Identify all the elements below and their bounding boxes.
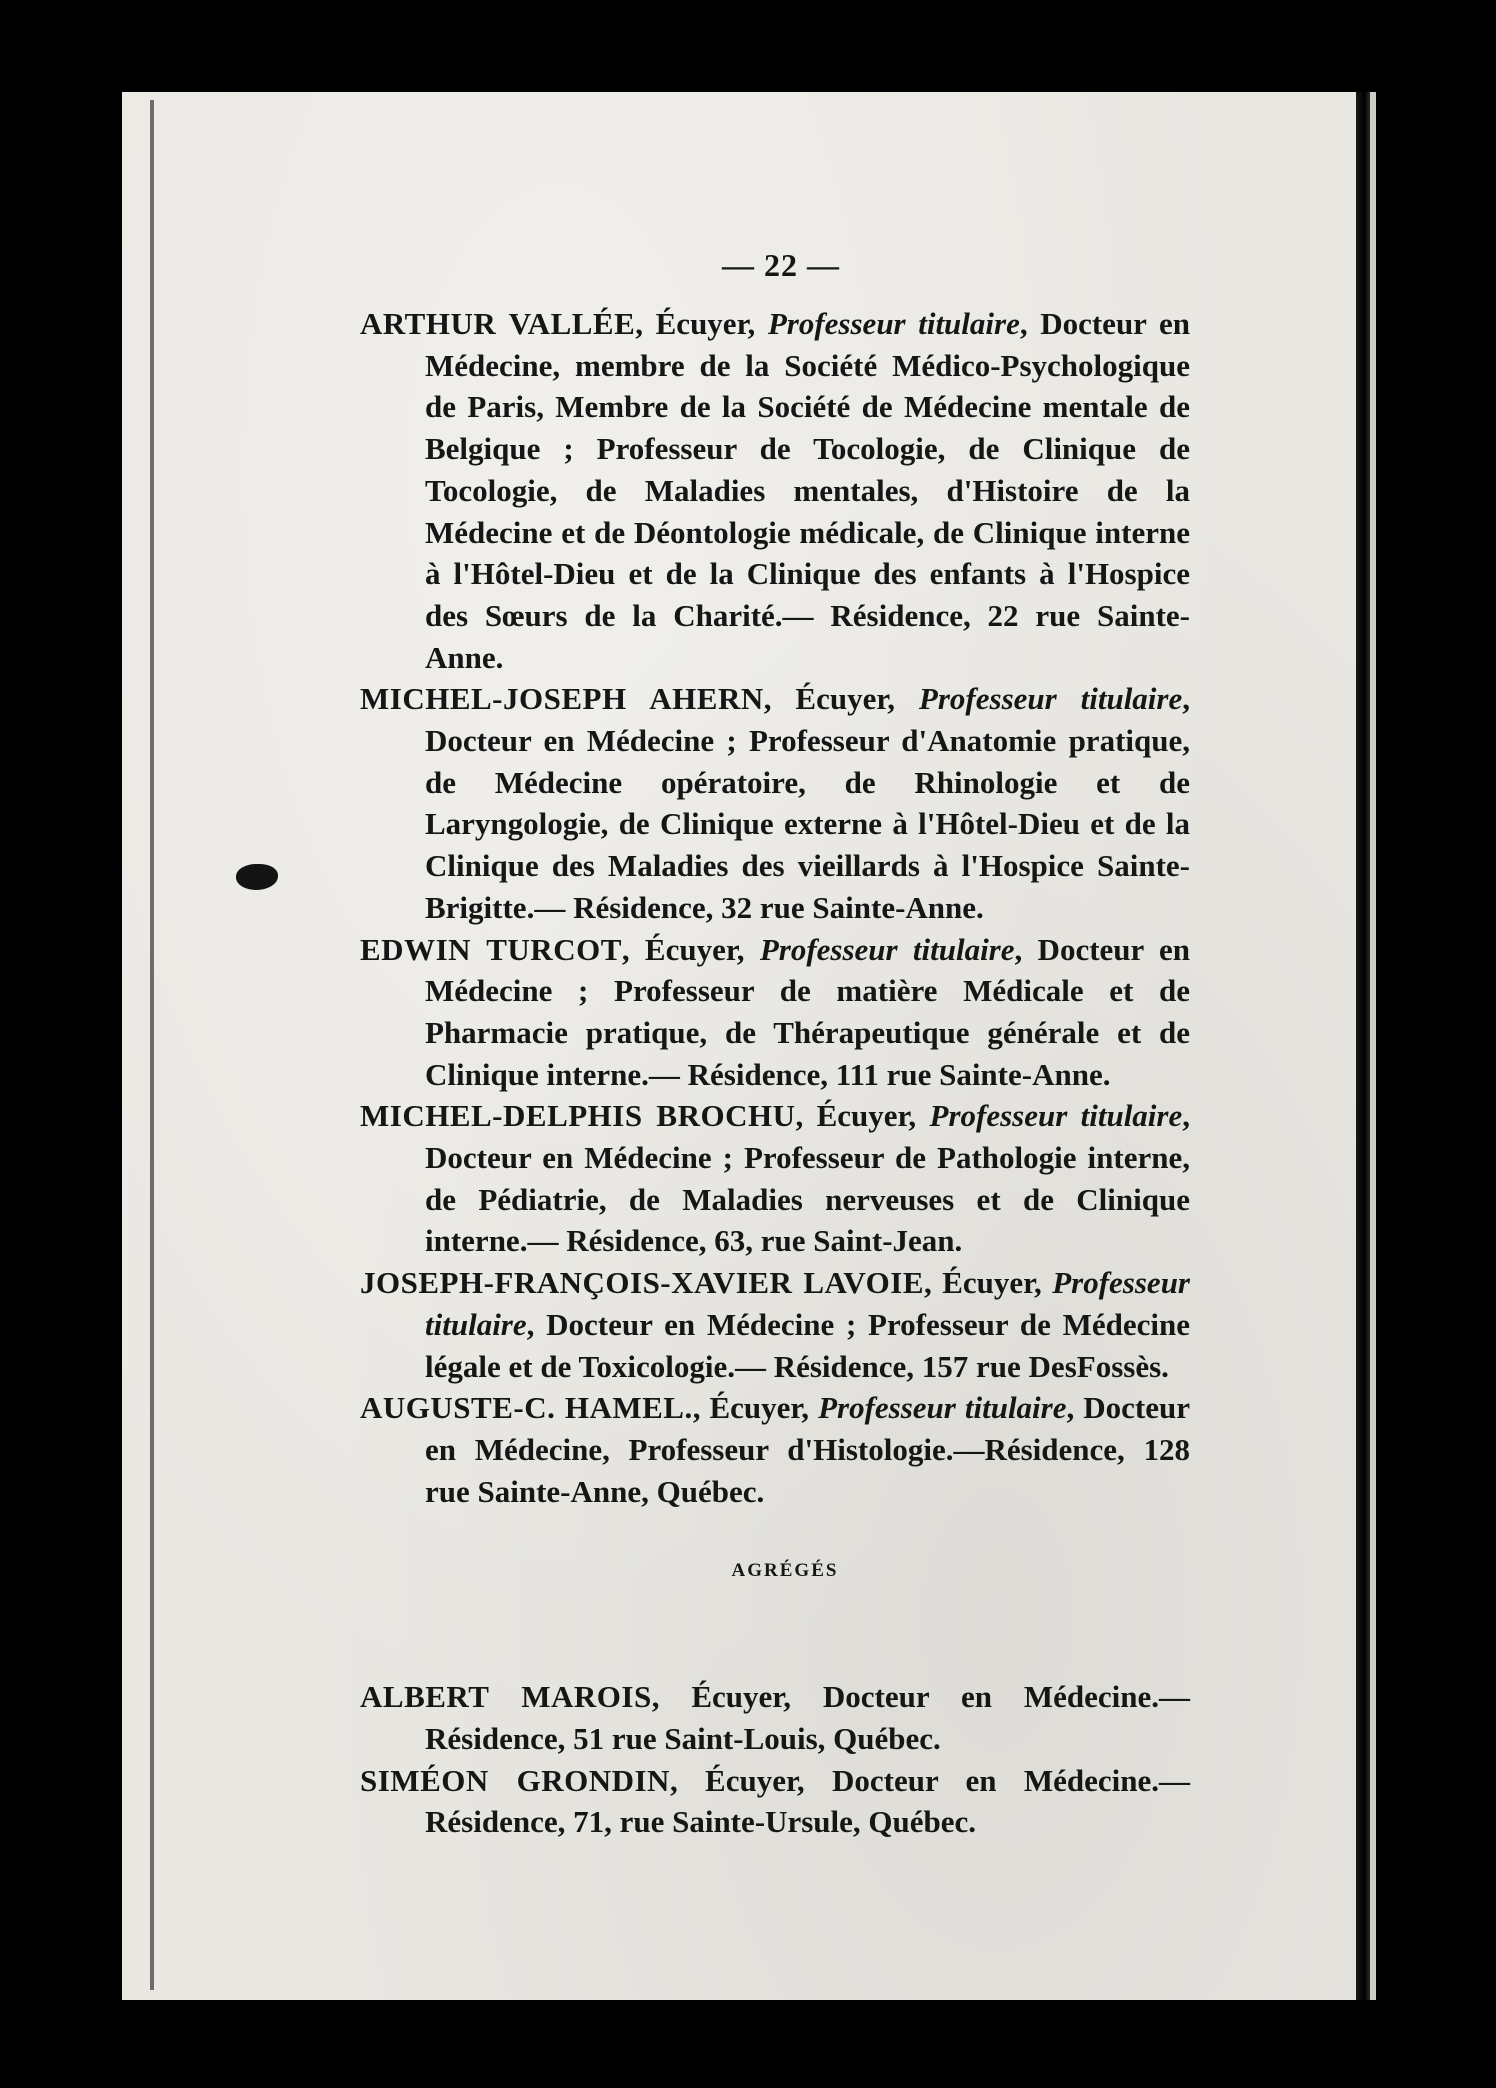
agrege-name: SIMÉON GRONDIN xyxy=(360,1762,670,1798)
section-heading-agreges: AGRÉGÉS xyxy=(731,1560,839,1582)
professor-entry-ahern xyxy=(360,678,1190,928)
professor-name: MICHEL-JOSEPH AHERN xyxy=(360,681,764,717)
professor-title: Professeur titulaire xyxy=(767,306,1020,341)
professor-title: Professeur titulaire xyxy=(918,681,1183,717)
professor-details: , Docteur en Médecine, membre de la Société Médico-Psychologique de Paris, Membre de la Société de Médecine mentale de Belgique ; Professeur de Tocologie, de Clinique de Tocologie, de Maladies mentales, d'Histoire de la Médecine et de Déontologie médicale, de Clinique interne à l'Hôtel-Dieu et de la Clinique des enfants à l'Hospice des Sœurs de la Charité.— Résidence, 22 rue Sainte-Anne. xyxy=(425,306,1190,675)
professor-entry-turcot xyxy=(360,929,1190,1096)
agrege-details: , Écuyer, Docteur en Médecine.— Résidence, 71, rue Sainte-Ursule, Québec. xyxy=(425,1762,1190,1840)
agrege-name: ALBERT MAROIS xyxy=(360,1679,652,1715)
professor-title: Professeur titulaire xyxy=(425,1265,1190,1342)
professor-lead: , Écuyer, xyxy=(795,1098,930,1134)
professor-details: , Docteur en Médecine ; Professeur de Pathologie interne, de Pédiatrie, de Maladies nerveuses et de Clinique interne.— Résidence, 63, rue Saint-Jean. xyxy=(425,1098,1190,1259)
page-number: — 22 — xyxy=(722,247,840,283)
professor-title: Professeur titulaire xyxy=(929,1098,1183,1134)
professor-details: , Docteur en Médecine ; Professeur de matière Médicale et de Pharmacie pratique, de Thérapeutique générale et de Clinique interne.— Résidence, 111 rue Sainte-Anne. xyxy=(425,931,1191,1092)
professor-lead: , Écuyer, xyxy=(924,1265,1053,1301)
professor-lead: , Écuyer, xyxy=(692,1390,819,1426)
professor-lead: , Écuyer, xyxy=(621,931,760,967)
professor-entry-vallee xyxy=(360,303,1190,678)
professor-name: EDWIN TURCOT xyxy=(360,931,622,967)
agrege-entry-marois xyxy=(360,1676,1190,1759)
professor-entry-hamel xyxy=(360,1387,1190,1512)
professor-name: ARTHUR VALLÉE xyxy=(360,306,636,341)
professor-lead: , Écuyer, xyxy=(763,681,919,717)
professor-details: , Docteur en Médecine, Professeur d'Histologie.—Résidence, 128 rue Sainte-Anne, Québec. xyxy=(425,1390,1190,1509)
professor-name: AUGUSTE-C. HAMEL. xyxy=(360,1390,693,1426)
agrege-entry-grondin xyxy=(360,1760,1190,1843)
professor-name: JOSEPH-FRANÇOIS-XAVIER LAVOIE xyxy=(360,1265,925,1301)
page-text xyxy=(360,245,1190,1843)
professor-details: , Docteur en Médecine ; Professeur d'Anatomie pratique, de Médecine opératoire, de Rhinologie et de Laryngologie, de Clinique externe à l'Hôtel-Dieu et de la Clinique des Maladies des vieillards à l'Hospice Sainte-Brigitte.— Résidence, 32 rue Sainte-Anne. xyxy=(425,681,1190,925)
page-edge-line xyxy=(150,100,154,1990)
agrege-details: , Écuyer, Docteur en Médecine.— Résidence, 51 rue Saint-Louis, Québec. xyxy=(425,1679,1190,1756)
next-page-edge xyxy=(1370,92,1376,2000)
professor-entry-brochu xyxy=(360,1095,1190,1262)
professor-entry-lavoie xyxy=(360,1262,1190,1387)
book-binding-shadow xyxy=(1356,92,1370,2000)
professor-details: , Docteur en Médecine ; Professeur de Médecine légale et de Toxicologie.— Résidence, 157 rue DesFossès. xyxy=(425,1306,1190,1384)
professor-lead: , Écuyer, xyxy=(635,306,768,341)
professor-title: Professeur titulaire xyxy=(818,1390,1067,1426)
professor-title: Professeur titulaire xyxy=(759,931,1015,967)
professor-name: MICHEL-DELPHIS BROCHU xyxy=(360,1098,796,1134)
